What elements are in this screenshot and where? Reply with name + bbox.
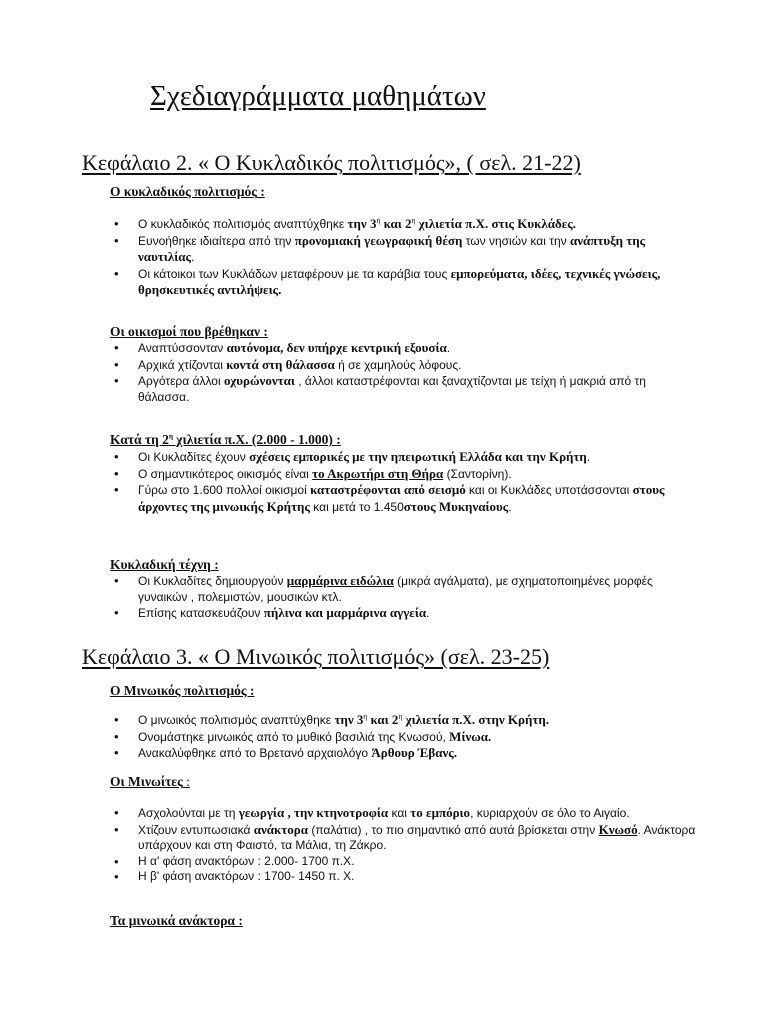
item-text: Οι κάτοικοι των Κυκλάδων μεταφέρουν με τα καράβια τους: [138, 266, 451, 281]
page-title: Σχεδιαγράμματα μαθημάτων: [150, 80, 486, 112]
section-heading-settlements: [110, 324, 268, 340]
item-text: Η β' φάση ανακτόρων : 1700- 1450 π. Χ.: [138, 869, 355, 883]
item-text: Ανακαλύφθηκε από το Βρετανό αρχαιολόγο: [138, 746, 372, 760]
chapter-3-title: Κεφάλαιο 3. « Ο Μινωικός πολιτισμός» (σελ. 23-25): [82, 644, 550, 669]
item-text: Αναπτύσσονταν: [138, 341, 227, 355]
heading-text: Τα μινωικά ανάκτορα: [110, 913, 235, 928]
item-text: ή σε χαμηλούς λόφους.: [334, 357, 462, 372]
item-text: Ο σημαντικότερος οικισμός είναι: [138, 466, 313, 481]
list-item: [110, 854, 700, 870]
section-heading-minoan-civilization: [110, 683, 255, 699]
item-bold: σχέσεις εμπορικές με την ηπειρωτική Ελλάδα και την Κρήτη: [249, 449, 587, 464]
item-text: Επίσης κατασκευάζουν: [138, 606, 264, 620]
item-bold: αυτόνομα, δεν υπήρχε κεντρική εξουσία: [226, 340, 447, 355]
list-item: [110, 573, 700, 605]
item-text: . Ανάκτορα υπάρχουν και στη Φαιστό, τα Μάλια, τη Ζάκρο.: [138, 822, 696, 852]
section-heading-minoans: [110, 774, 190, 790]
item-text: Γύρω στο 1.600 πολλοί οικισμοί: [138, 483, 311, 497]
bullet-list: [110, 805, 700, 885]
list-item: [110, 466, 700, 483]
item-bold: καταστρέφονται από σεισμό: [310, 482, 466, 497]
bullet-list: [110, 712, 700, 762]
list-item: [110, 449, 700, 466]
item-bold: το εμπόριο: [410, 805, 471, 820]
item-bold: οχυρώνονται: [223, 373, 295, 388]
item-text: (μικρά αγάλματα), με σχηματοποιημένες μορφές γυναικών , πολεμιστών, μουσικών κτλ.: [138, 574, 653, 604]
item-bold: στους άρχοντες της μινωικής Κρήτης: [138, 482, 665, 514]
item-text: , άλλοι καταστρέφονται και ξαναχτίζονται με τείχη ή μακριά από τη θάλασσα.: [138, 374, 646, 404]
item-text: .: [586, 450, 591, 464]
superscript: η: [376, 218, 381, 225]
superscript: η: [411, 218, 416, 225]
heading-text: Κατά τη 2: [110, 432, 169, 447]
item-text: και μετά το 1.450: [309, 499, 404, 514]
item-text: .: [446, 341, 451, 355]
superscript: η: [363, 714, 368, 721]
heading-colon: :: [210, 557, 219, 572]
item-bold: το Ακρωτήρι στη Θήρα: [312, 465, 444, 481]
section-heading-cycladic-civilization: [110, 184, 265, 200]
item-bold: και 2: [380, 216, 412, 231]
item-bold: κοντά στη θάλασσα: [226, 356, 335, 372]
item-text: και οι Κυκλάδες υποτάσσονται: [465, 483, 633, 497]
item-bold: προνομιακή γεωγραφική θέση: [294, 232, 463, 248]
item-bold: πήλινα και μαρμάρινα αγγεία: [263, 605, 427, 620]
item-text: Οι Κυκλαδίτες έχουν: [138, 450, 250, 464]
item-bold: Άρθουρ Έβανς.: [371, 745, 458, 760]
section-heading-minoan-palaces: [110, 913, 243, 929]
bullet-list: [110, 340, 700, 405]
heading-text: Κυκλαδική τέχνη: [110, 557, 211, 572]
section-heading-second-millennium: [110, 432, 341, 448]
list-item: [110, 729, 700, 746]
item-bold: στους Μυκηναίους: [403, 498, 509, 514]
item-text: Αργότερα άλλοι: [138, 374, 224, 388]
bullet-list: [110, 449, 700, 515]
heading-text: Οι οικισμοί που βρέθηκαν: [110, 324, 261, 339]
item-bold: εμπορεύματα, ιδέες, τεχνικές γνώσεις, θρησκευτικές αντιλήψεις.: [138, 265, 661, 297]
superscript: η: [398, 714, 403, 721]
item-text: Οι Κυκλαδίτες δημιουργούν: [138, 574, 287, 588]
heading-colon: :: [260, 324, 268, 339]
item-text: Ασχολούνται με τη: [138, 806, 239, 820]
item-text: και: [388, 806, 411, 820]
item-text: των νησιών και την: [462, 233, 570, 248]
list-item: [110, 373, 700, 405]
item-text: Ο κυκλαδικός πολιτισμός αναπτύχθηκε: [138, 217, 348, 231]
heading-colon: :: [234, 913, 243, 928]
item-bold: ανάπτυξη της ναυτιλίας: [138, 232, 646, 264]
bullet-list: [110, 216, 700, 299]
list-item: [110, 266, 700, 299]
item-bold: ανάκτορα: [253, 821, 308, 837]
heading-colon: :: [182, 774, 190, 789]
list-item: [110, 822, 700, 854]
section-heading-cycladic-art: [110, 557, 219, 573]
item-text: Ο μινωικός πολιτισμός αναπτύχθηκε: [138, 713, 335, 727]
item-bold: Κνωσό: [598, 821, 638, 837]
heading-text: Οι Μινωίτες: [110, 774, 183, 789]
superscript: η: [168, 432, 173, 441]
item-bold: χιλιετία π.Χ. στην Κρήτη.: [402, 712, 549, 727]
heading-text: Ο Μινωικός πολιτισμός :: [110, 683, 255, 698]
item-bold: χιλιετία π.Χ. στις Κυκλάδες.: [415, 216, 577, 231]
list-item: [110, 482, 700, 515]
list-item: [110, 869, 700, 885]
item-bold: την 3: [334, 712, 364, 727]
item-text: Ονομάστηκε μινωικός από το μυθικό βασιλιά της Κνωσού,: [138, 729, 450, 744]
list-item: [110, 712, 700, 729]
list-item: [110, 605, 700, 622]
heading-colon: :: [332, 432, 341, 447]
item-bold: μαρμάρινα ειδώλια: [286, 573, 394, 588]
item-text: Η α' φάση ανακτόρων : 2.000- 1700 π.Χ.: [138, 853, 355, 868]
item-text: .: [508, 499, 512, 514]
item-text: Ευνοήθηκε ιδιαίτερα από την: [138, 233, 295, 248]
item-text: .: [426, 606, 430, 620]
list-item: [110, 340, 700, 357]
list-item: [110, 805, 700, 822]
item-text: Αρχικά χτίζονται: [138, 357, 227, 372]
item-text: Χτίζουν εντυπωσιακά: [138, 822, 254, 837]
heading-text: χιλιετία π.Χ. (2.000 - 1.000): [172, 432, 333, 447]
item-text: (Σαντορίνη).: [443, 466, 512, 481]
item-bold: Μίνωα.: [449, 728, 492, 744]
list-item: [110, 233, 700, 266]
list-item: [110, 216, 700, 233]
item-text: .: [191, 250, 195, 264]
item-text: , κυριαρχούν σε όλο το Αιγαίο.: [470, 806, 630, 820]
item-bold: και 2: [367, 712, 399, 727]
item-text: (παλάτια) , το πιο σημαντικό από αυτά βρίσκεται στην: [307, 822, 599, 837]
list-item: [110, 745, 700, 762]
item-bold: την 3: [347, 216, 377, 231]
item-bold: γεωργία , την κτηνοτροφία: [238, 805, 389, 820]
heading-colon: :: [256, 184, 265, 199]
bullet-list: [110, 573, 700, 622]
heading-text: Ο κυκλαδικός πολιτισμός: [110, 184, 257, 199]
list-item: [110, 357, 700, 374]
chapter-2-title: Κεφάλαιο 2. « Ο Κυκλαδικός πολιτισμός», ( σελ. 21-22): [82, 150, 581, 175]
